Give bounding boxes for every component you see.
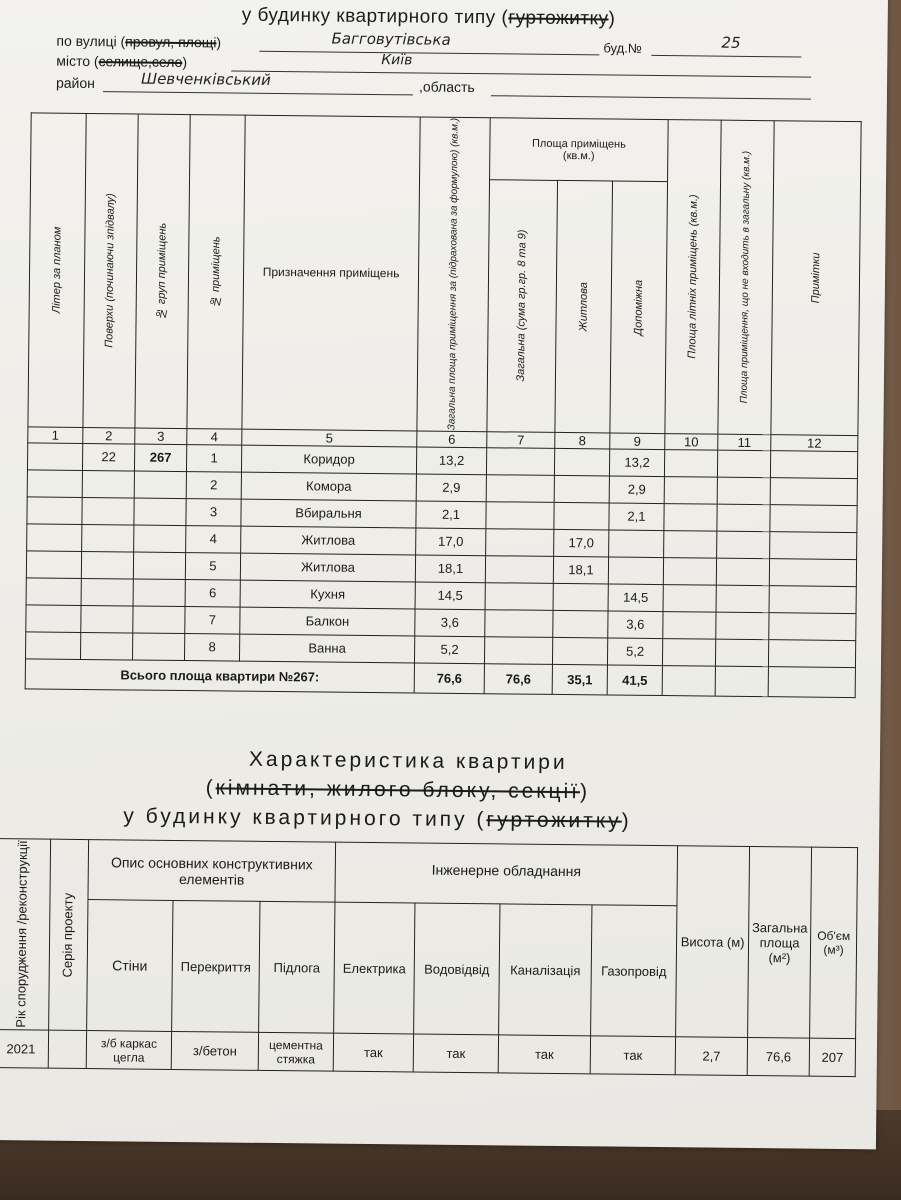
room-total-area: 18,1 [415, 555, 485, 583]
room-summer-area [664, 449, 717, 477]
room-number: 8 [184, 633, 239, 661]
col-letter-header: Літер за планом [50, 226, 64, 314]
area-header: Загальна площа (м²) [748, 846, 812, 1038]
height-header: Висота (м) [676, 846, 750, 1038]
room-floor [81, 551, 133, 579]
room-notes [769, 585, 856, 613]
street-value: Багговутівська [331, 29, 451, 49]
total-aux: 41,5 [607, 665, 662, 696]
room-total-area: 14,5 [415, 582, 485, 610]
year-header: Рік спорудження /реконструкції [12, 840, 30, 1029]
col-summer-area-header: Площа літніх приміщень (кв.м.) [685, 194, 700, 359]
room-notes [768, 639, 855, 667]
room-group [132, 633, 184, 661]
city-underline [231, 71, 811, 78]
characteristics-table [0, 838, 858, 1077]
room-excluded-area [717, 531, 770, 559]
col-sum-header: Загальна (сума гр.гр. 8 та 9) [515, 229, 529, 383]
room-living-area [554, 502, 609, 530]
characteristics-subtitle2: у будинку квартирного типу (гуртожитку) [123, 804, 632, 833]
room-purpose: Коридор [241, 445, 416, 474]
room-notes [770, 504, 857, 532]
struct-group-header: Опис основних конструктивних елементів [88, 840, 336, 903]
room-purpose: Ванна [239, 634, 414, 663]
room-excluded-area [717, 477, 770, 505]
room-letter [26, 604, 81, 632]
room-aux-area [608, 557, 663, 585]
walls-header: Стіни [87, 900, 173, 1032]
room-aux-area: 14,5 [608, 584, 663, 612]
room-total-area: 2,9 [416, 474, 486, 502]
room-living-area [553, 583, 608, 611]
col-numbers-row: 1 2 3 4 5 6 7 8 9 10 11 12 [28, 426, 858, 451]
room-aux-area: 13,2 [609, 449, 664, 477]
room-number: 3 [186, 498, 241, 526]
room-excluded-area [717, 504, 770, 532]
street-underline [259, 51, 599, 56]
room-living-area [553, 610, 608, 638]
room-letter [26, 550, 81, 578]
col-floor-header: Поверхи (починаючи зпідвалу) [103, 193, 118, 348]
year-value: 2021 [0, 1030, 49, 1069]
total-living: 35,1 [552, 664, 607, 695]
area-value: 76,6 [747, 1037, 809, 1076]
room-living-area: 17,0 [554, 529, 609, 557]
room-aux-area: 5,2 [607, 638, 662, 666]
room-notes [770, 531, 857, 559]
room-floor [81, 578, 133, 606]
room-sum-area [485, 555, 553, 583]
room-group [134, 498, 186, 526]
room-notes [769, 558, 856, 586]
characteristics-subtitle: (кімнати, жилого блоку, секції) [205, 776, 591, 804]
room-living-area [554, 475, 609, 503]
room-sum-area [485, 582, 553, 610]
total-label: Всього площа квартири №267: [25, 658, 414, 692]
room-sum-area [484, 636, 552, 664]
col-living-header: Житлова [577, 282, 590, 332]
gas-header: Газопровід [591, 905, 677, 1037]
room-excluded-area [716, 558, 769, 586]
room-aux-area: 2,9 [609, 476, 664, 504]
col-group-header: № груп приміщень [155, 222, 169, 320]
room-letter [27, 442, 82, 470]
room-group: 267 [134, 444, 186, 472]
volume-value: 207 [809, 1038, 855, 1076]
room-sum-area [486, 501, 554, 529]
room-summer-area [662, 638, 715, 666]
col-total-area-header: Загальна площа приміщення за (підрахована за формулою) (кв.м.) [446, 117, 461, 431]
room-summer-area [664, 530, 717, 558]
col-excluded-area-header: Площа приміщення, що не входить в загальну (кв.м.) [738, 150, 753, 404]
room-sum-area [486, 528, 554, 556]
street-label: по вулиці (провул, площі) [56, 32, 222, 51]
room-group [133, 552, 185, 580]
col-aux-header: Допоміжна [632, 279, 645, 336]
water-header: Водовідвід [414, 903, 500, 1035]
district-value: Шевченківський [140, 69, 271, 89]
room-group [133, 579, 185, 607]
room-excluded-area [715, 639, 768, 667]
room-summer-area [663, 557, 716, 585]
room-letter [27, 523, 82, 551]
flooring-header: Підлога [259, 902, 335, 1033]
building-underline [651, 55, 801, 58]
room-letter [27, 496, 82, 524]
room-total-area: 2,1 [416, 501, 486, 529]
volume-header: Об'єм (м³) [810, 847, 858, 1038]
room-floor [82, 524, 134, 552]
room-letter [26, 631, 81, 659]
room-purpose: Житлова [240, 553, 415, 582]
room-sum-area [486, 474, 554, 502]
col-notes-header: Примітки [809, 252, 822, 304]
room-aux-area [609, 530, 664, 558]
electric-value: так [333, 1033, 413, 1072]
room-purpose: Кухня [240, 580, 415, 609]
room-aux-area: 2,1 [609, 503, 664, 531]
characteristics-row [0, 1030, 856, 1077]
sewer-header: Каналізація [499, 904, 592, 1036]
room-excluded-area [716, 585, 769, 613]
room-total-area: 5,2 [414, 636, 484, 664]
room-purpose: Вбиральня [241, 499, 416, 528]
gas-value: так [590, 1036, 675, 1075]
room-floor [81, 605, 133, 633]
room-aux-area: 3,6 [608, 611, 663, 639]
room-number: 2 [186, 471, 241, 499]
room-letter [26, 577, 81, 605]
room-number: 7 [185, 606, 240, 634]
col-room-number-header: № приміщень [209, 236, 223, 308]
room-total-area: 3,6 [415, 609, 485, 637]
water-value: так [413, 1034, 498, 1073]
room-purpose: Балкон [240, 607, 415, 636]
walls-value: з/б каркас цегла [86, 1031, 171, 1070]
room-living-area: 18,1 [553, 556, 608, 584]
city-value: Київ [381, 52, 413, 69]
room-group [133, 606, 185, 634]
series-value [48, 1030, 86, 1068]
room-number: 6 [185, 579, 240, 607]
district-label: район [55, 74, 96, 92]
total-area: 76,6 [414, 663, 484, 694]
room-sum-area [485, 609, 553, 637]
room-floor [80, 632, 132, 660]
col-purpose-header: Призначення приміщень [242, 115, 420, 430]
building-value: 25 [721, 33, 741, 52]
room-summer-area [664, 503, 717, 531]
eng-group-header: Інженерне обладнання [335, 842, 678, 906]
room-total-area: 13,2 [416, 447, 486, 475]
sewer-value: так [498, 1035, 590, 1074]
room-group [134, 471, 186, 499]
series-header: Серія проекту [59, 892, 76, 978]
room-floor: 22 [82, 443, 134, 471]
city-label: місто (селище,село) [56, 52, 188, 71]
room-living-area [554, 448, 609, 476]
region-label: ,область [418, 78, 475, 96]
floors-value: з/бетон [171, 1031, 258, 1070]
room-number: 5 [185, 552, 240, 580]
total-sum: 76,6 [484, 663, 552, 694]
flooring-value: цементна стяжка [258, 1032, 333, 1071]
room-group [134, 525, 186, 553]
building-label: буд.№ [603, 40, 642, 56]
room-summer-area [663, 584, 716, 612]
room-living-area [552, 637, 607, 665]
electric-header: Електрика [334, 902, 415, 1034]
room-excluded-area [716, 612, 769, 640]
region-underline [491, 95, 811, 99]
room-number: 4 [186, 525, 241, 553]
room-purpose: Житлова [241, 526, 416, 555]
room-purpose: Комора [241, 472, 416, 501]
characteristics-title: Характеристика квартири [248, 747, 568, 775]
room-summer-area [664, 476, 717, 504]
room-summer-area [663, 611, 716, 639]
room-letter [27, 469, 82, 497]
area-group-header: Площа приміщень (кв.м.) [490, 118, 669, 182]
room-floor [82, 470, 134, 498]
room-floor [82, 497, 134, 525]
room-notes [770, 477, 857, 505]
floors-header: Перекриття [172, 901, 260, 1033]
header-title: у будинку квартирного типу (гуртожитку) [241, 4, 616, 30]
room-excluded-area [717, 450, 770, 478]
room-notes [770, 450, 857, 478]
height-value: 2,7 [675, 1037, 747, 1076]
room-total-area: 17,0 [416, 528, 486, 556]
room-notes [769, 612, 856, 640]
rooms-table [25, 112, 862, 697]
room-sum-area [486, 447, 554, 475]
district-underline [103, 91, 413, 95]
room-number: 1 [186, 444, 241, 472]
